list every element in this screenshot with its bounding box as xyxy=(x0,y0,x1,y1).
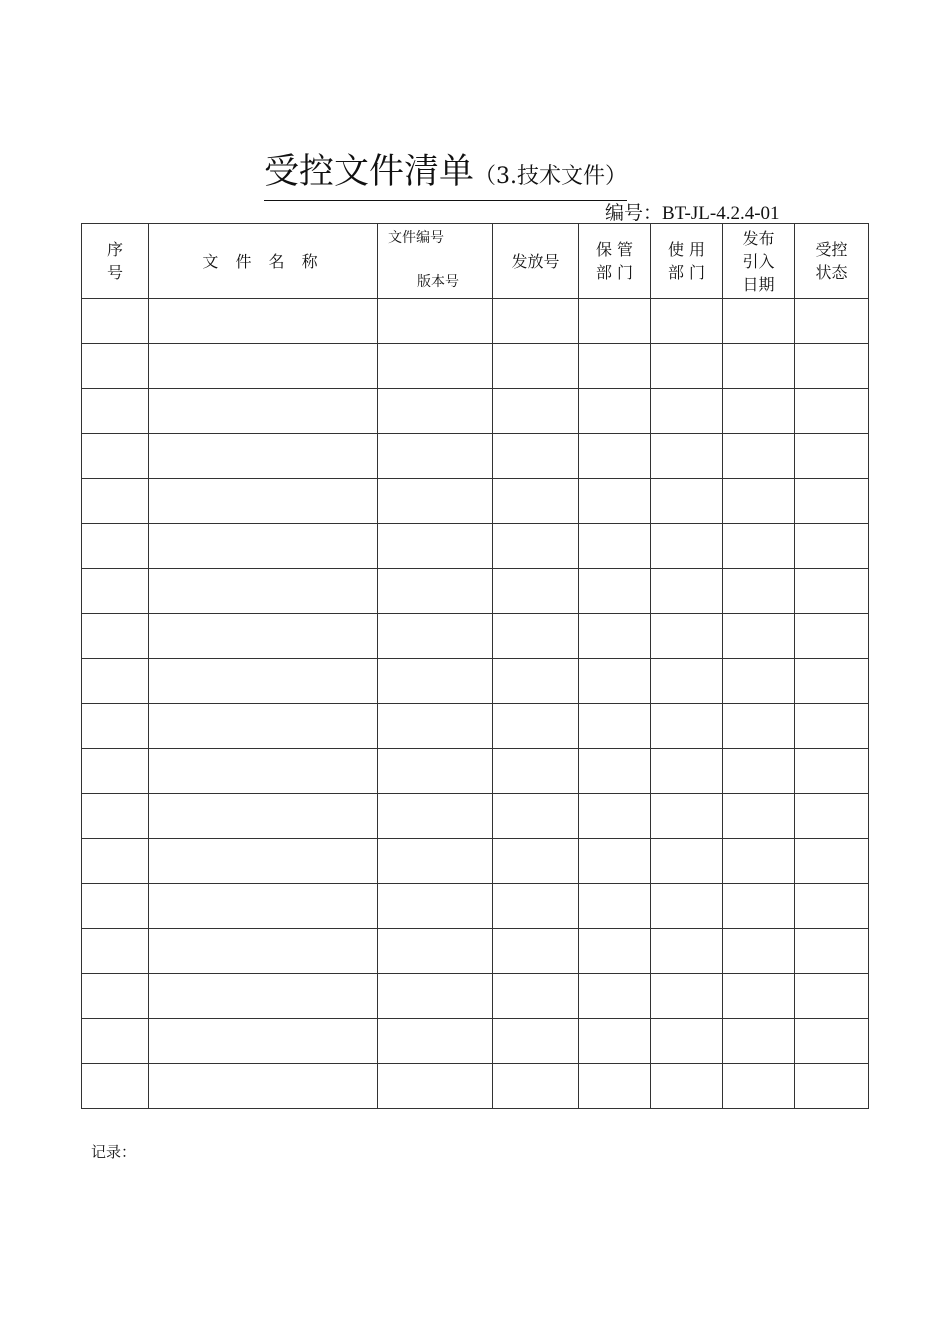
cell-control-status[interactable] xyxy=(795,749,869,794)
cell-issue-no[interactable] xyxy=(493,1019,579,1064)
cell-keeping-dept[interactable] xyxy=(579,1019,651,1064)
cell-release-date[interactable] xyxy=(723,479,795,524)
cell-release-date[interactable] xyxy=(723,659,795,704)
cell-doc-name[interactable] xyxy=(149,479,378,524)
cell-using-dept[interactable] xyxy=(651,1019,723,1064)
cell-using-dept[interactable] xyxy=(651,839,723,884)
cell-using-dept[interactable] xyxy=(651,479,723,524)
table-row xyxy=(82,884,869,929)
cell-seq[interactable] xyxy=(82,659,149,704)
cell-keeping-dept[interactable] xyxy=(579,659,651,704)
cell-keeping-dept[interactable] xyxy=(579,839,651,884)
header-doc-number: 文件编号 xyxy=(388,230,444,246)
cell-release-date[interactable] xyxy=(723,974,795,1019)
cell-keeping-dept[interactable] xyxy=(579,389,651,434)
table-row xyxy=(82,704,869,749)
cell-control-status[interactable] xyxy=(795,344,869,389)
table-row xyxy=(82,749,869,794)
cell-doc-number[interactable] xyxy=(378,524,493,569)
cell-doc-number[interactable] xyxy=(378,1064,493,1109)
cell-using-dept[interactable] xyxy=(651,344,723,389)
header-keeping-dept: 保 管 部 门 xyxy=(579,224,651,299)
cell-doc-number[interactable] xyxy=(378,614,493,659)
header-row xyxy=(82,224,869,299)
cell-doc-name[interactable] xyxy=(149,704,378,749)
cell-release-date[interactable] xyxy=(723,704,795,749)
cell-doc-name[interactable] xyxy=(149,1064,378,1109)
cell-seq[interactable] xyxy=(82,569,149,614)
cell-release-date[interactable] xyxy=(723,794,795,839)
cell-doc-name[interactable] xyxy=(149,839,378,884)
cell-seq[interactable] xyxy=(82,614,149,659)
cell-using-dept[interactable] xyxy=(651,1064,723,1109)
cell-release-date[interactable] xyxy=(723,434,795,479)
cell-control-status[interactable] xyxy=(795,1019,869,1064)
cell-control-status[interactable] xyxy=(795,389,869,434)
cell-doc-name[interactable] xyxy=(149,614,378,659)
header-issue-no: 发放号 xyxy=(493,224,579,299)
cell-using-dept[interactable] xyxy=(651,929,723,974)
cell-doc-name[interactable] xyxy=(149,974,378,1019)
table-row xyxy=(82,299,869,344)
cell-control-status[interactable] xyxy=(795,479,869,524)
cell-doc-number[interactable] xyxy=(378,569,493,614)
cell-doc-name[interactable] xyxy=(149,389,378,434)
cell-issue-no[interactable] xyxy=(493,434,579,479)
cell-using-dept[interactable] xyxy=(651,569,723,614)
cell-keeping-dept[interactable] xyxy=(579,299,651,344)
cell-issue-no[interactable] xyxy=(493,884,579,929)
cell-doc-number[interactable] xyxy=(378,659,493,704)
cell-release-date[interactable] xyxy=(723,839,795,884)
cell-release-date[interactable] xyxy=(723,524,795,569)
cell-using-dept[interactable] xyxy=(651,434,723,479)
cell-using-dept[interactable] xyxy=(651,299,723,344)
cell-release-date[interactable] xyxy=(723,569,795,614)
cell-doc-name[interactable] xyxy=(149,659,378,704)
cell-release-date[interactable] xyxy=(723,884,795,929)
cell-using-dept[interactable] xyxy=(651,749,723,794)
cell-doc-number[interactable] xyxy=(378,344,493,389)
cell-keeping-dept[interactable] xyxy=(579,794,651,839)
cell-doc-name[interactable] xyxy=(149,929,378,974)
title-main: 受控文件清单 xyxy=(264,152,475,192)
cell-doc-number[interactable] xyxy=(378,839,493,884)
cell-seq[interactable] xyxy=(82,1019,149,1064)
table-row xyxy=(82,659,869,704)
cell-control-status[interactable] xyxy=(795,884,869,929)
cell-keeping-dept[interactable] xyxy=(579,929,651,974)
table-row xyxy=(82,1064,869,1109)
cell-issue-no[interactable] xyxy=(493,524,579,569)
cell-keeping-dept[interactable] xyxy=(579,524,651,569)
cell-release-date[interactable] xyxy=(723,1064,795,1109)
cell-doc-name[interactable] xyxy=(149,569,378,614)
cell-issue-no[interactable] xyxy=(493,839,579,884)
cell-issue-no[interactable] xyxy=(493,974,579,1019)
cell-control-status[interactable] xyxy=(795,434,869,479)
cell-seq[interactable] xyxy=(82,344,149,389)
cell-seq[interactable] xyxy=(82,974,149,1019)
table-row xyxy=(82,839,869,884)
cell-release-date[interactable] xyxy=(723,389,795,434)
cell-control-status[interactable] xyxy=(795,974,869,1019)
table-row xyxy=(82,344,869,389)
table-row xyxy=(82,794,869,839)
cell-doc-name[interactable] xyxy=(149,434,378,479)
header-version: 版本号 xyxy=(417,274,459,290)
cell-doc-number[interactable] xyxy=(378,434,493,479)
table-row xyxy=(82,974,869,1019)
cell-doc-name[interactable] xyxy=(149,1019,378,1064)
cell-using-dept[interactable] xyxy=(651,884,723,929)
cell-release-date[interactable] xyxy=(723,299,795,344)
cell-seq[interactable] xyxy=(82,839,149,884)
cell-doc-number[interactable] xyxy=(378,794,493,839)
cell-using-dept[interactable] xyxy=(651,794,723,839)
cell-using-dept[interactable] xyxy=(651,659,723,704)
cell-doc-number[interactable] xyxy=(378,749,493,794)
cell-keeping-dept[interactable] xyxy=(579,749,651,794)
cell-keeping-dept[interactable] xyxy=(579,974,651,1019)
cell-seq[interactable] xyxy=(82,1064,149,1109)
cell-keeping-dept[interactable] xyxy=(579,434,651,479)
cell-issue-no[interactable] xyxy=(493,794,579,839)
cell-release-date[interactable] xyxy=(723,749,795,794)
cell-doc-number[interactable] xyxy=(378,704,493,749)
cell-keeping-dept[interactable] xyxy=(579,614,651,659)
cell-keeping-dept[interactable] xyxy=(579,569,651,614)
cell-doc-name[interactable] xyxy=(149,884,378,929)
cell-release-date[interactable] xyxy=(723,929,795,974)
cell-doc-name[interactable] xyxy=(149,524,378,569)
cell-doc-number[interactable] xyxy=(378,974,493,1019)
table-row xyxy=(82,1019,869,1064)
record-label: 记录： xyxy=(91,1143,137,1161)
cell-issue-no[interactable] xyxy=(493,344,579,389)
cell-control-status[interactable] xyxy=(795,839,869,884)
cell-control-status[interactable] xyxy=(795,524,869,569)
cell-keeping-dept[interactable] xyxy=(579,1064,651,1109)
cell-issue-no[interactable] xyxy=(493,659,579,704)
table-body xyxy=(82,299,869,1109)
cell-keeping-dept[interactable] xyxy=(579,344,651,389)
cell-seq[interactable] xyxy=(82,434,149,479)
table-row xyxy=(82,524,869,569)
cell-release-date[interactable] xyxy=(723,1019,795,1064)
cell-control-status[interactable] xyxy=(795,1064,869,1109)
cell-issue-no[interactable] xyxy=(493,749,579,794)
cell-using-dept[interactable] xyxy=(651,704,723,749)
cell-control-status[interactable] xyxy=(795,569,869,614)
table-row xyxy=(82,569,869,614)
cell-issue-no[interactable] xyxy=(493,1064,579,1109)
cell-issue-no[interactable] xyxy=(493,299,579,344)
cell-doc-name[interactable] xyxy=(149,299,378,344)
header-seq: 序 号 xyxy=(82,224,149,299)
cell-doc-number[interactable] xyxy=(378,884,493,929)
document-title xyxy=(264,150,627,201)
cell-issue-no[interactable] xyxy=(493,569,579,614)
cell-doc-number[interactable] xyxy=(378,389,493,434)
cell-using-dept[interactable] xyxy=(651,389,723,434)
cell-keeping-dept[interactable] xyxy=(579,884,651,929)
cell-keeping-dept[interactable] xyxy=(579,479,651,524)
header-control-status: 受控 状态 xyxy=(795,224,869,299)
table-row xyxy=(82,434,869,479)
cell-release-date[interactable] xyxy=(723,614,795,659)
cell-issue-no[interactable] xyxy=(493,704,579,749)
cell-control-status[interactable] xyxy=(795,659,869,704)
cell-issue-no[interactable] xyxy=(493,614,579,659)
header-release-date: 发布 引入 日期 xyxy=(723,224,795,299)
cell-control-status[interactable] xyxy=(795,794,869,839)
cell-control-status[interactable] xyxy=(795,704,869,749)
table-row xyxy=(82,929,869,974)
cell-issue-no[interactable] xyxy=(493,479,579,524)
cell-control-status[interactable] xyxy=(795,299,869,344)
cell-keeping-dept[interactable] xyxy=(579,704,651,749)
cell-doc-number[interactable] xyxy=(378,929,493,974)
cell-seq[interactable] xyxy=(82,479,149,524)
cell-doc-number[interactable] xyxy=(378,1019,493,1064)
title-sub: （3.技术文件） xyxy=(474,164,628,189)
cell-seq[interactable] xyxy=(82,884,149,929)
cell-release-date[interactable] xyxy=(723,344,795,389)
cell-doc-name[interactable] xyxy=(149,794,378,839)
cell-doc-name[interactable] xyxy=(149,344,378,389)
cell-seq[interactable] xyxy=(82,794,149,839)
cell-doc-name[interactable] xyxy=(149,749,378,794)
cell-doc-number[interactable] xyxy=(378,479,493,524)
header-doc-name: 文 件 名 称 xyxy=(149,224,378,299)
cell-seq[interactable] xyxy=(82,929,149,974)
cell-seq[interactable] xyxy=(82,524,149,569)
controlled-documents-table xyxy=(81,223,869,1109)
header-doc-number-version xyxy=(378,224,493,299)
cell-using-dept[interactable] xyxy=(651,614,723,659)
document-code: 编号：BT-JL-4.2.4-01 xyxy=(605,203,780,224)
cell-using-dept[interactable] xyxy=(651,974,723,1019)
table-row xyxy=(82,614,869,659)
cell-using-dept[interactable] xyxy=(651,524,723,569)
table-row xyxy=(82,479,869,524)
cell-control-status[interactable] xyxy=(795,929,869,974)
cell-issue-no[interactable] xyxy=(493,389,579,434)
cell-seq[interactable] xyxy=(82,704,149,749)
cell-control-status[interactable] xyxy=(795,614,869,659)
cell-issue-no[interactable] xyxy=(493,929,579,974)
cell-seq[interactable] xyxy=(82,749,149,794)
cell-doc-number[interactable] xyxy=(378,299,493,344)
header-using-dept: 使 用 部 门 xyxy=(651,224,723,299)
table-row xyxy=(82,389,869,434)
cell-seq[interactable] xyxy=(82,389,149,434)
cell-seq[interactable] xyxy=(82,299,149,344)
